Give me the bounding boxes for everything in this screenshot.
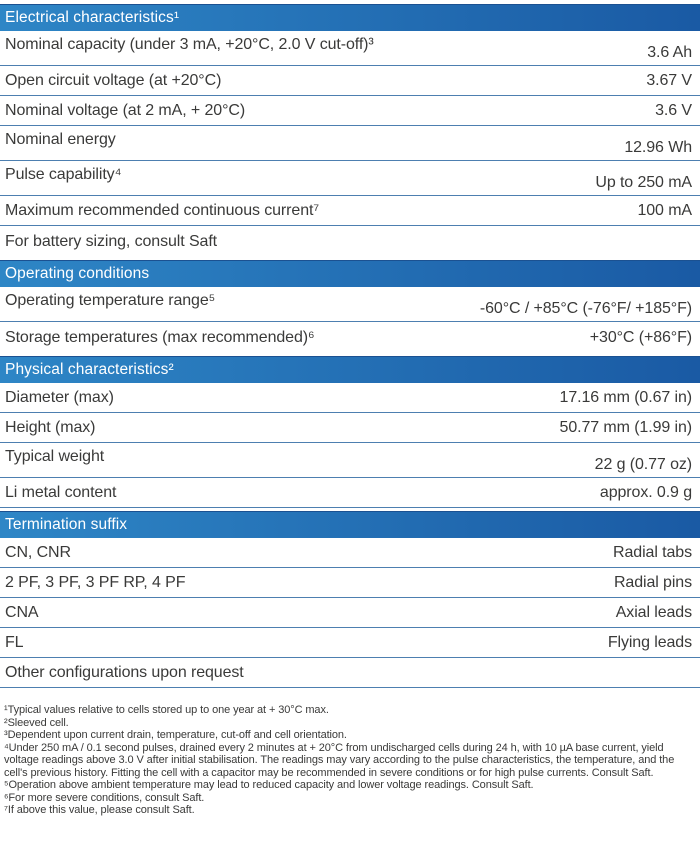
row-label: Height (max) <box>5 418 96 436</box>
table-row <box>0 226 700 257</box>
table-row <box>0 443 700 478</box>
footnote: ⁶For more severe conditions, consult Saft. <box>4 791 205 804</box>
table-row <box>0 413 700 443</box>
spec-section <box>0 511 700 688</box>
row-label: CN, CNR <box>5 543 71 561</box>
table-row <box>0 658 700 688</box>
footnote: ³Dependent upon current drain, temperature, cut-off and cell orientation. <box>4 729 347 741</box>
section-body <box>0 538 700 688</box>
row-value: Axial leads <box>615 603 692 621</box>
row-value: 3.6 V <box>655 101 692 119</box>
row-value: 17.16 mm (0.67 in) <box>559 388 692 406</box>
section-header <box>0 511 700 538</box>
row-value: Radial tabs <box>613 543 692 561</box>
section-header <box>0 4 700 31</box>
row-label: Typical weight <box>5 448 105 465</box>
row-value: Flying leads <box>607 633 692 651</box>
table-row <box>0 161 700 196</box>
row-value: Up to 250 mA <box>595 174 692 191</box>
table-row <box>0 568 700 598</box>
row-value: +30°C (+86°F) <box>589 328 692 346</box>
row-value: 3.67 V <box>646 71 692 89</box>
footnote: ⁴Under 250 mA / 0.1 second pulses, drained every 2 minutes at + 20°C from undischarged cells during 24 h, with 10 µA base current, yield voltage readings above 3.0 V after initial stabilisation. The readings may vary according to the pulse characteristics, the temperature, and the cell's previous history. Fitting the cell with a capacitor may be recommended in severe conditions or for high pulse currents. Consult Saft. <box>4 741 675 779</box>
footnote: ⁵Operation above ambient temperature may lead to reduced capacity and lower voltage readings. Consult Saft. <box>4 779 534 791</box>
section-body <box>0 383 700 508</box>
section-title: Termination suffix <box>5 516 128 533</box>
spec-section <box>0 356 700 508</box>
row-value: -60°C / +85°C (-76°F/ +185°F) <box>479 300 692 317</box>
section-header <box>0 356 700 383</box>
footnote: ²Sleeved cell. <box>4 716 69 729</box>
table-row <box>0 31 700 66</box>
footnote: ¹Typical values relative to cells stored up to one year at + 30°C max. <box>4 704 329 716</box>
row-value: 50.77 mm (1.99 in) <box>559 418 692 436</box>
row-label: Diameter (max) <box>5 388 114 406</box>
footnotes <box>0 704 700 817</box>
table-row <box>0 538 700 568</box>
spec-section <box>0 260 700 353</box>
row-value: Radial pins <box>613 573 692 591</box>
table-row <box>0 126 700 161</box>
row-label: Nominal voltage (at 2 mA, + 20°C) <box>5 101 246 119</box>
section-title: Operating conditions <box>5 265 150 282</box>
footnote: ⁷If above this value, please consult Saft. <box>4 804 195 816</box>
section-body <box>0 31 700 257</box>
row-label: Nominal energy <box>5 131 116 148</box>
row-label: Maximum recommended continuous current⁷ <box>5 201 320 219</box>
row-label: For battery sizing, consult Saft <box>5 232 218 250</box>
table-row <box>0 96 700 126</box>
table-row <box>0 287 700 322</box>
table-row <box>0 598 700 628</box>
row-label: Pulse capability⁴ <box>5 166 122 183</box>
row-label: Nominal capacity (under 3 mA, +20°C, 2.0 V cut-off)³ <box>5 36 374 53</box>
row-value: approx. 0.9 g <box>599 483 692 501</box>
row-value: 22 g (0.77 oz) <box>594 456 692 473</box>
section-header <box>0 260 700 287</box>
section-title: Physical characteristics² <box>5 361 174 378</box>
row-label: Open circuit voltage (at +20°C) <box>5 71 222 89</box>
table-row <box>0 66 700 96</box>
table-row <box>0 628 700 658</box>
table-row <box>0 196 700 226</box>
section-body <box>0 287 700 353</box>
table-row <box>0 478 700 508</box>
row-label: Li metal content <box>5 483 117 501</box>
row-label: CNA <box>5 603 39 621</box>
row-value: 12.96 Wh <box>624 139 692 156</box>
section-title: Electrical characteristics¹ <box>5 9 180 26</box>
spec-section <box>0 4 700 257</box>
row-label: Other configurations upon request <box>5 663 244 681</box>
table-row <box>0 322 700 353</box>
row-value: 3.6 Ah <box>647 44 692 61</box>
row-label: FL <box>5 633 24 651</box>
row-label: Operating temperature range⁵ <box>5 292 216 309</box>
row-label: Storage temperatures (max recommended)⁶ <box>5 328 315 346</box>
row-value: 100 mA <box>637 201 692 219</box>
table-row <box>0 383 700 413</box>
row-label: 2 PF, 3 PF, 3 PF RP, 4 PF <box>5 573 186 591</box>
spec-table <box>0 4 700 688</box>
